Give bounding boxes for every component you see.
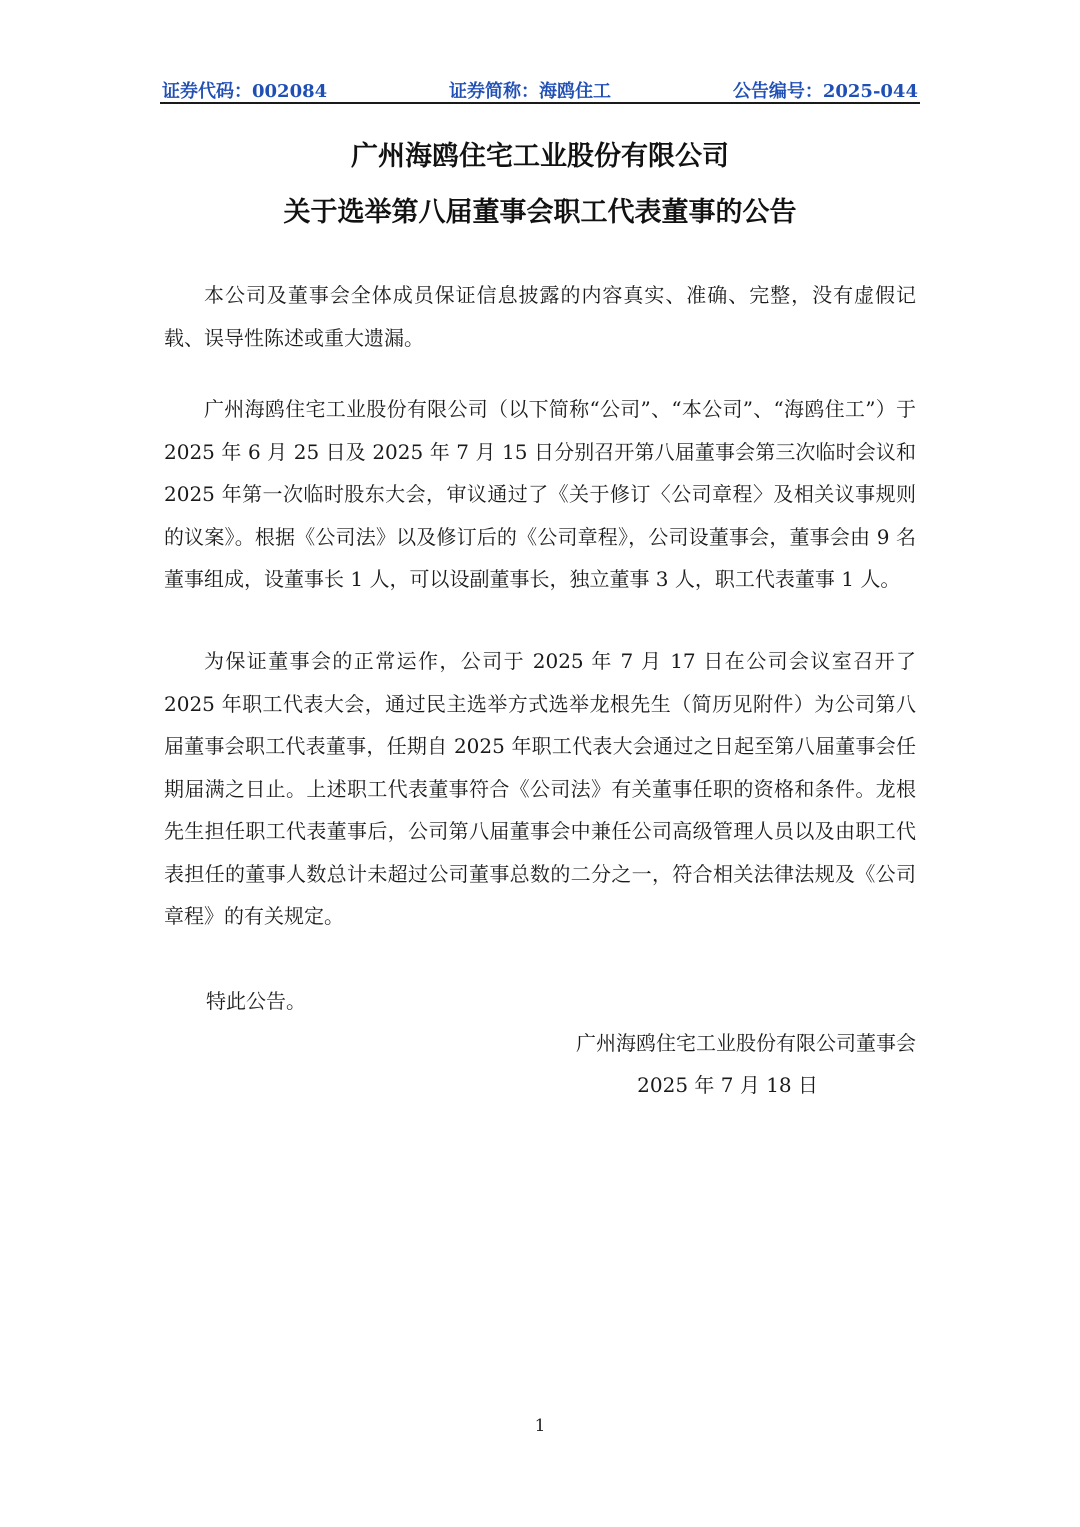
document-header <box>162 76 918 104</box>
body-block-1 <box>164 388 916 601</box>
signature-org: 广州海鸥住宅工业股份有限公司董事会 <box>576 1031 916 1055</box>
company-title: 广州海鸥住宅工业股份有限公司 <box>351 141 729 172</box>
body-block-2 <box>164 640 916 938</box>
announcement-title: 关于选举第八届董事会职工代表董事的公告 <box>283 197 797 228</box>
closing-text: 特此公告。 <box>206 989 306 1013</box>
notice-number: 公告编号：2025-044 <box>732 81 918 102</box>
security-short-name: 证券简称：海鸥住工 <box>449 81 611 102</box>
body-paragraph-2: 为保证董事会的正常运作，公司于 2025 年 7 月 17 日在公司会议室召开了 2025 年职工代表大会，通过民主选举方式选举龙根先生（简历见附件）为公司第八届董事会职工代表董事，任期自 2025 年职工代表大会通过之日起至第八届董事会任期届满之日止。上述职工代表董事符合《公司法》有关董事任职的资格和条件。龙根先生担任职工代表董事后，公司第八届董事会中兼任公司高级管理人员以及由职工代表担任的董事人数总计未超过公司董事总数的二分之一，符合相关法律法规及《公司章程》的有关规定。 <box>164 649 916 928</box>
disclaimer-block <box>164 274 916 359</box>
disclaimer-paragraph: 本公司及董事会全体成员保证信息披露的内容真实、准确、完整，没有虚假记载、误导性陈述或重大遗漏。 <box>164 283 916 350</box>
page-number: 1 <box>534 1416 546 1436</box>
body-paragraph-1: 广州海鸥住宅工业股份有限公司（以下简称“公司”、“本公司”、“海鸥住工”）于 2025 年 6 月 25 日及 2025 年 7 月 15 日分别召开第八届董事会第三次临时会议和 2025 年第一次临时股东大会，审议通过了《关于修订〈公司章程〉及相关议事规则的议案》。根据《公司法》以及修订后的《公司章程》，公司设董事会，董事会由 9 名董事组成，设董事长 1 人，可以设副董事长，独立董事 3 人，职工代表董事 1 人。 <box>164 397 916 591</box>
header-divider <box>160 102 920 104</box>
security-code: 证券代码：002084 <box>162 81 328 102</box>
signature-date: 2025 年 7 月 18 日 <box>637 1073 818 1097</box>
